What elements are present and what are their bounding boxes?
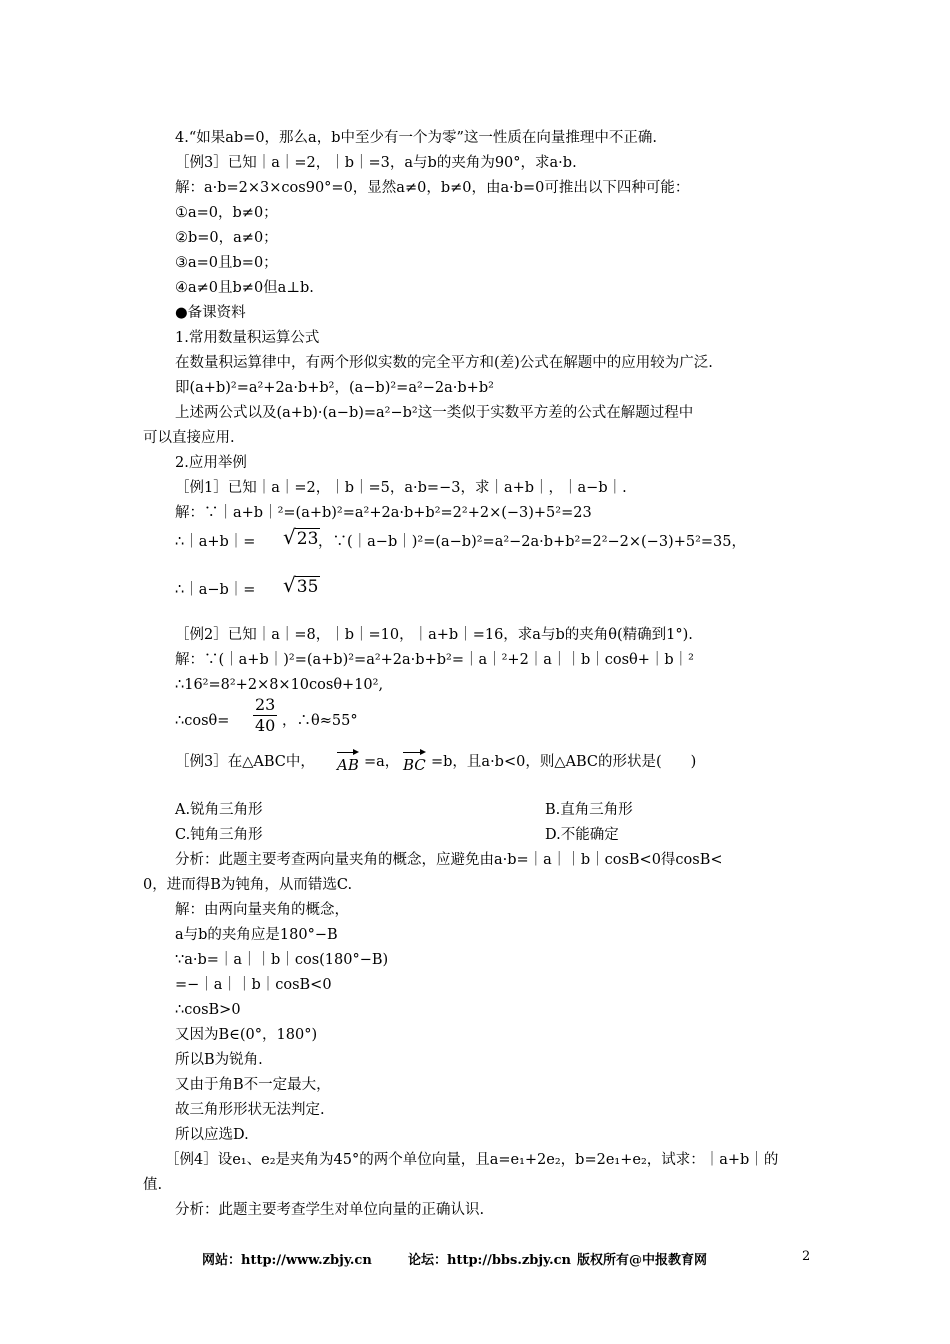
text-line: 又因为B∈(0°，180°) — [175, 1027, 318, 1043]
sqrt-expression: √35 — [283, 573, 319, 597]
vector-bc: BC — [403, 748, 426, 774]
text-line: 又由于角B不一定最大， — [175, 1077, 331, 1093]
text-line: ∴cosθ= — [175, 713, 230, 729]
text-line: ∴16²=8²+2×8×10cosθ+10², — [175, 677, 384, 693]
text-line: 可以直接应用. — [143, 430, 235, 446]
text-line: a与b的夹角应是180°−B — [175, 927, 338, 943]
text-line: ②b=0，a≠0； — [175, 230, 278, 246]
text-line: ④a≠0且b≠0但a⊥b. — [175, 280, 314, 296]
text-line: 分析：此题主要考查两向量夹角的概念，应避免由a·b=｜a｜｜b｜cosB<0得cosB< — [175, 852, 723, 868]
text-line: ［例2］已知｜a｜=8，｜b｜=10，｜a+b｜=16，求a与b的夹角θ(精确到1°). — [175, 627, 693, 643]
text-line: ①a=0，b≠0； — [175, 205, 278, 221]
text-line: 解：由两向量夹角的概念， — [175, 902, 349, 918]
text-line: ，∴θ≈55° — [282, 713, 358, 729]
text-line: 0，进而得B为钝角，从而错选C. — [143, 877, 353, 893]
formula-line: 即(a+b)²=a²+2a·b+b²，(a−b)²=a²−2a·b+b² — [175, 380, 494, 396]
text-line: ∴｜a+b｜= — [175, 534, 256, 550]
text-line: 解：a·b=2×3×cos90°=0，显然a≠0，b≠0，由a·b=0可推出以下四种可能： — [175, 180, 690, 196]
footer-site: 网站：http://www.zbjy.cn — [202, 1253, 372, 1268]
text-line: =−｜a｜｜b｜cosB<0 — [175, 977, 332, 993]
text-line: 所以应选D. — [175, 1127, 249, 1143]
text-line: 在数量积运算律中，有两个形似实数的完全平方和(差)公式在解题中的应用较为广泛. — [175, 355, 713, 371]
text-line: 解：∵(｜a+b｜)²=(a+b)²=a²+2a·b+b²=｜a｜²+2｜a｜｜b｜cosθ+｜b｜² — [175, 652, 694, 668]
text-line: ［例3］已知｜a｜=2，｜b｜=3，a与b的夹角为90°，求a·b. — [175, 155, 577, 171]
footer-forum: 论坛：http://bbs.zbjy.cn — [408, 1253, 572, 1268]
text-line: 解：∵｜a+b｜²=(a+b)²=a²+2a·b+b²=2²+2×(−3)+5²=23 — [175, 505, 592, 521]
text-line: ③a=0且b=0； — [175, 255, 278, 271]
text-line: 上述两公式以及(a+b)·(a−b)=a²−b²这一类似于实数平方差的公式在解题过程中 — [175, 405, 694, 421]
option-a: A.锐角三角形 — [175, 802, 263, 818]
text-line: ［例3］在△ABC中， — [175, 754, 315, 770]
text-line: ∴｜a−b｜= — [175, 582, 256, 598]
text-line: 2.应用举例 — [175, 455, 247, 471]
section-heading: ●备课资料 — [175, 305, 246, 321]
option-b: B.直角三角形 — [545, 802, 633, 818]
text-line: 分析：此题主要考查学生对单位向量的正确认识. — [175, 1202, 485, 1218]
text-line: ［例4］设e₁、e₂是夹角为45°的两个单位向量，且a=e₁+2e₂，b=2e₁+e₂，试求：｜a+b｜的 — [165, 1152, 779, 1168]
text-line: 4.“如果ab=0，那么a，b中至少有一个为零”这一性质在向量推理中不正确. — [175, 130, 657, 146]
text-line: 故三角形形状无法判定. — [175, 1102, 325, 1118]
text-line: 值. — [143, 1177, 163, 1193]
footer-copyright: 版权所有@中报教育网 — [577, 1253, 708, 1268]
text-line: =b，且a·b<0，则△ABC的形状是( ) — [431, 754, 697, 770]
vector-ab: AB — [337, 748, 359, 774]
text-line: 1.常用数量积运算公式 — [175, 330, 320, 346]
text-line: ∵a·b=｜a｜｜b｜cos(180°−B) — [175, 952, 389, 968]
text-line: ［例1］已知｜a｜=2，｜b｜=5，a·b=−3，求｜a+b｜，｜a−b｜. — [175, 480, 627, 496]
page-number: 2 — [802, 1249, 811, 1264]
text-line: ∴cosB>0 — [175, 1002, 241, 1018]
text-line: ，∵(｜a−b｜)²=(a−b)²=a²−2a·b+b²=2²−2×(−3)+5²=35， — [318, 534, 747, 550]
text-line: =a， — [364, 754, 400, 770]
text-line: 所以B为锐角. — [175, 1052, 263, 1068]
option-d: D.不能确定 — [545, 827, 619, 843]
fraction: $\frac{23}{40}$ — [255, 695, 276, 735]
option-c: C.钝角三角形 — [175, 827, 263, 843]
sqrt-expression: √23 — [283, 525, 319, 549]
